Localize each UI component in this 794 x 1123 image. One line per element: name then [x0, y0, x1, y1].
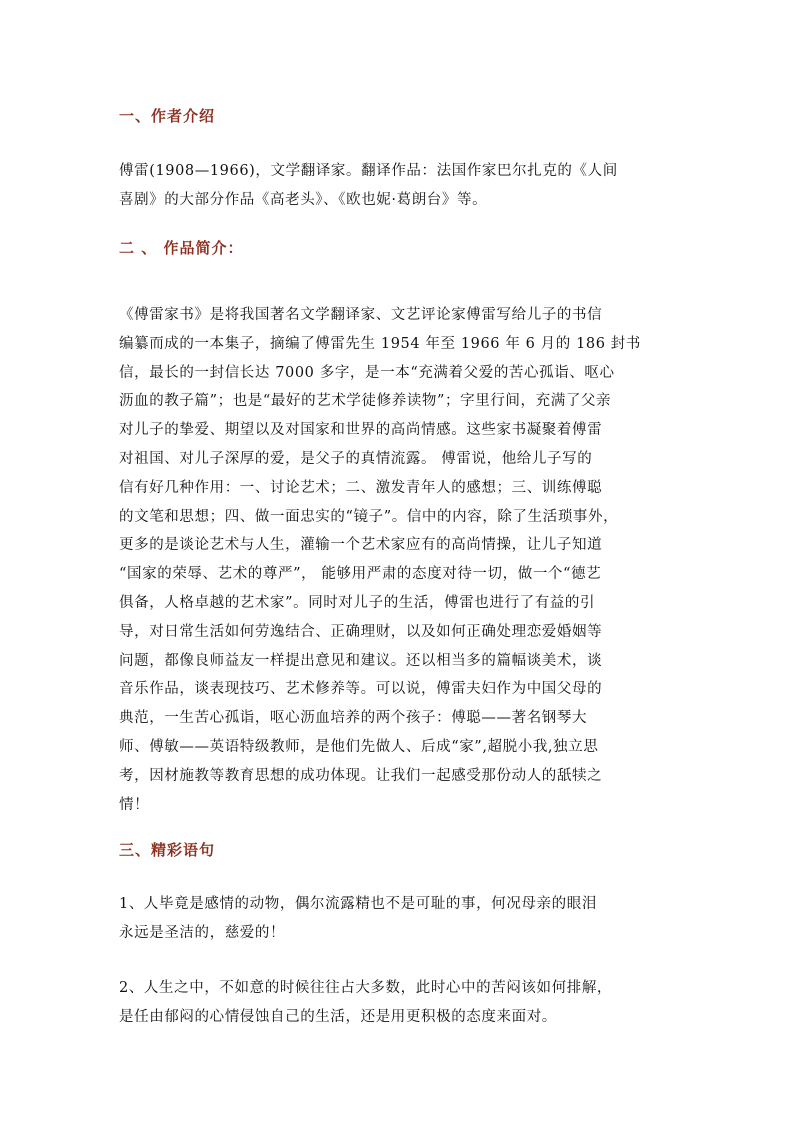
paragraph-line: 更多的是谈论艺术与人生，灌输一个艺术家应有的高尚情操，让儿子知道: [119, 537, 603, 554]
paragraph-line: 师、傅敏——英语特级教师，是他们先做人、后成“家”,超脱小我,独立思: [119, 738, 599, 755]
section-heading-intro: 二 、 作品简介：: [119, 239, 244, 257]
section-heading-quotes: 三、精彩语句: [119, 841, 216, 859]
paragraph-line: “国家的荣辱、艺术的尊严”， 能够用严肃的态度对待一切，做一个“德艺: [119, 566, 602, 583]
paragraph-line: 编纂而成的一本集子，摘编了傅雷先生 1954 年至 1966 年 6 月的 186 封书: [119, 335, 641, 352]
paragraph-line: 的文笔和思想；四、做一面忠实的“镜子”。信中的内容，除了生活琐事外，: [119, 508, 619, 525]
paragraph-line: 俱备，人格卓越的艺术家”。同时对儿子的生活，傅雷也进行了有益的引: [119, 594, 596, 611]
author-paragraph: [119, 157, 681, 215]
paragraph-line: 音乐作品，谈表现技巧、艺术修养等。可以说，傅雷夫妇作为中国父母的: [119, 681, 603, 698]
intro-paragraph: [119, 301, 681, 819]
paragraph-line: 问题，都像良师益友一样提出意见和建议。还以相当多的篇幅谈美术，谈: [119, 652, 603, 669]
paragraph-line: 导，对日常生活如何劳逸结合、正确理财，以及如何正确处理恋爱婚姻等: [119, 623, 603, 640]
paragraph-line: 对儿子的挚爱、期望以及对国家和世界的高尚情感。这些家书凝聚着傅雷: [119, 422, 603, 439]
paragraph-line: 情！: [119, 796, 150, 813]
paragraph-line: 沥血的教子篇”；也是“最好的艺术学徒修养读物”；字里行间，充满了父亲: [119, 393, 612, 410]
paragraph-line: 对祖国、对儿子深厚的爱，是父子的真情流露。 傅雷说，他给儿子写的: [119, 450, 593, 467]
paragraph-line: 信，最长的一封信长达 7000 多字，是一本“充满着父爱的苦心孤诣、呕心: [119, 364, 615, 381]
paragraph-line: 1、人毕竟是感情的动物，偶尔流露精也不是可耻的事，何况母亲的眼泪: [119, 896, 597, 912]
paragraph-line: 傅雷(1908—1966)，文学翻译家。翻译作品：法国作家巴尔扎克的《人间: [119, 163, 618, 179]
paragraph-line: 2、人生之中，不如意的时候往往占大多数，此时心中的苦闷该如何排解，: [119, 980, 613, 996]
paragraph-line: 典范，一生苦心孤诣，呕心沥血培养的两个孩子：傅聪——著名钢琴大: [119, 710, 588, 727]
paragraph-line: 信有好几种作用：一、讨论艺术；二、激发青年人的感想；三、训练傅聪: [119, 479, 603, 496]
quote-item-2: [119, 974, 681, 1032]
paragraph-line: 是任由郁闷的心情侵蚀自己的生活，还是用更积极的态度来面对。: [119, 1008, 557, 1025]
paragraph-line: 《傅雷家书》是将我国著名文学翻译家、文艺评论家傅雷写给儿子的书信: [119, 307, 603, 323]
paragraph-line: 喜剧》的大部分作品《高老头》、《欧也妮·葛朗台》等。: [119, 191, 488, 208]
paragraph-line: 考，因材施教等教育思想的成功体现。让我们一起感受那份动人的舐犊之: [119, 767, 603, 784]
section-heading-author: 一、作者介绍: [119, 107, 216, 125]
quote-item-1: [119, 890, 681, 948]
paragraph-line: 永远是圣洁的，慈爱的！: [119, 924, 286, 941]
